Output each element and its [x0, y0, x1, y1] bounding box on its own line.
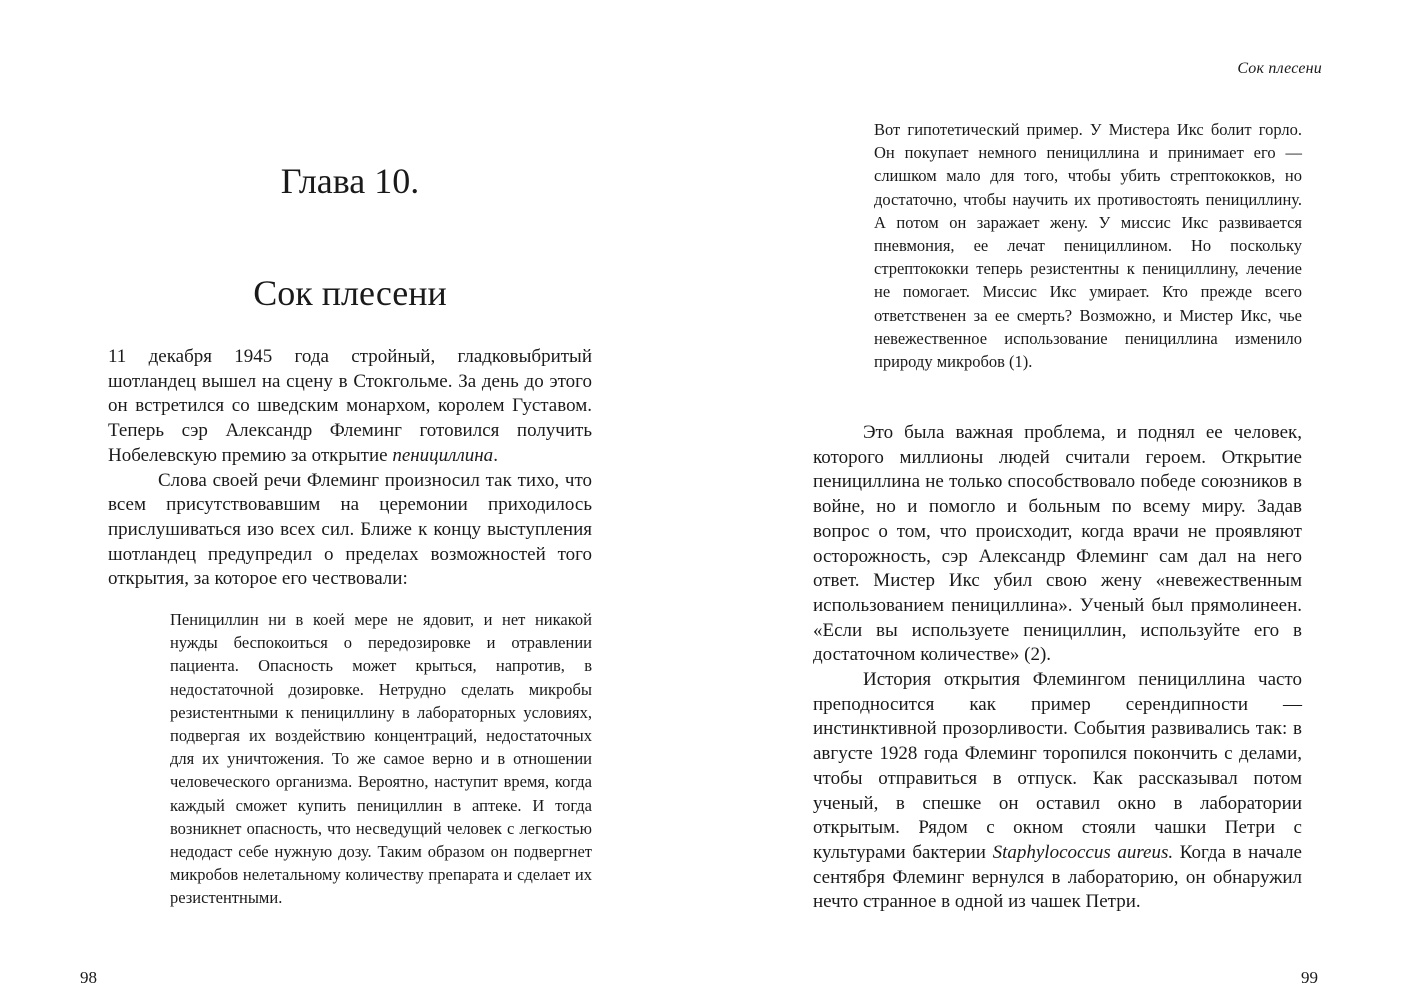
left-paragraph-1-text: 11 декабря 1945 года стройный, гладковыбритый шотландец вышел на сцену в Стокгольме. За день до этого он встретился со шведским монархом, королем Густавом. Теперь сэр Александр Флеминг готовился получить Нобелевскую премию за открытие: [108, 346, 592, 466]
right-body-text: [813, 421, 1302, 915]
left-paragraph-1-end: .: [493, 444, 498, 466]
right-paragraph-2-end: Когда в начале сентября Флеминг вернулся в лабораторию, он обнаружил нечто странное в одной из чашек Петри.: [813, 841, 1302, 913]
right-page: [705, 0, 1410, 1000]
right-paragraph-1: Это была важная проблема, и поднял ее человек, которого миллионы людей считали героем. Открытие пенициллина не только способствовало победе союзников в войне, но и помогло и больным по всему миру. Задав вопрос о том, что происходит, когда врачи не проявляют осторожность, сэр Александр Флеминг сам дал на него ответ. Мистер Икс убил свою жену «невежественным использованием пенициллина». Ученый был прямолинеен. «Если вы используете пенициллин, используйте его в достаточном количестве» (2).: [813, 422, 1302, 666]
page-number-left: 98: [80, 968, 97, 987]
right-paragraph-2: [813, 668, 1302, 915]
left-paragraph-1-italic: пенициллина: [392, 444, 494, 466]
chapter-title: Сок плесени: [253, 273, 447, 313]
right-paragraph-2-start: История открытия Флемингом пенициллина часто преподносится как пример серендипности — инстинктивной прозорливости. События развивались так: в августе 1928 года Флеминг торопился покончить с делами, чтобы отправиться в отпуск. Как рассказывал потом ученый, в спешке он оставил окно в лаборатории открытым. Рядом с окном стояли чашки Петри с культурами бактерии: [813, 669, 1302, 863]
chapter-number: Глава 10.: [280, 161, 420, 201]
left-body-text: [108, 345, 592, 592]
left-paragraph-1: [108, 345, 592, 469]
left-paragraph-2: Слова своей речи Флеминг произносил так тихо, что всем присутствовавшим на церемонии приходилось прислушиваться изо всех сил. Ближе к концу выступления шотландец предупредил о пределах возможностей того открытия, за которое его чествовали:: [108, 469, 592, 590]
running-head: Сок плесени: [1237, 60, 1322, 77]
right-paragraph-2-italic: Staphylococcus aureus.: [992, 841, 1174, 863]
left-block-quote: Пенициллин ни в коей мере не ядовит, и нет никакой нужды беспокоиться о передозировке и отравлении пациента. Опасность может крыться, напротив, в недостаточной дозировке. Нетрудно сделать микробы резистентными к пенициллину в лабораторных условиях, подвергая их воздействию концентраций, недостаточных для их уничтожения. То же самое верно и в отношении человеческого организма. Вероятно, наступит время, когда каждый сможет купить пенициллин в аптеке. И тогда возникнет опасность, что несведущий человек с легкостью недодаст себе нужную дозу. Таким образом он подвергнет микробов нелетальному количеству препарата и сделает их резистентными.: [170, 610, 592, 908]
page-number-right: 99: [1301, 968, 1318, 987]
right-block-quote: Вот гипотетический пример. У Мистера Икс болит горло. Он покупает немного пенициллина и принимает его — слишком мало для того, чтобы убить стрептококков, но достаточно, чтобы научить их противостоять пенициллину. А потом он заражает жену. У миссис Икс развивается пневмония, ее лечат пенициллином. Но поскольку стрептококки теперь резистентны к пенициллину, лечение не помогает. Миссис Икс умирает. Кто прежде всего ответственен за ее смерть? Возможно, и Мистер Икс, чье невежественное использование пенициллина изменило природу микробов (1).: [874, 120, 1302, 372]
